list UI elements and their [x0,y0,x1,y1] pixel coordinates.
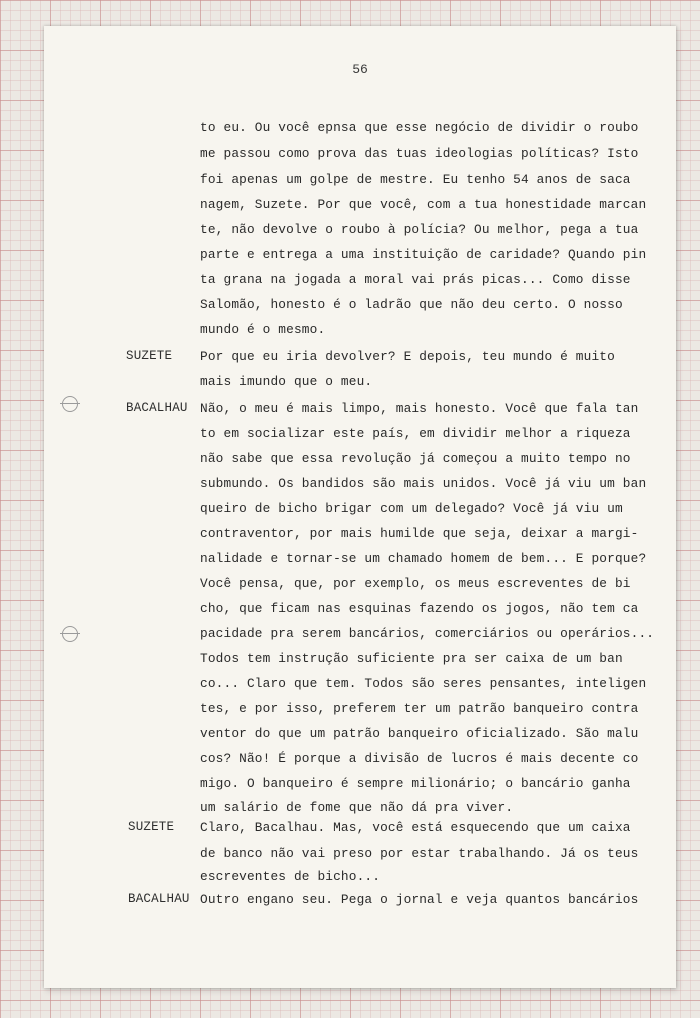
text-line: ventor do que um patrão banqueiro oficializado. São malu [200,726,639,741]
text-line: parte e entrega a uma instituição de caridade? Quando pin [200,247,647,262]
speaker-label-bacalhau: BACALHAU [128,892,190,906]
text-line: cos? Não! É porque a divisão de lucros é mais decente co [200,751,639,766]
text-line: Outro engano seu. Pega o jornal e veja quantos bancários [200,892,639,907]
text-line: tes, e por isso, preferem ter um patrão banqueiro contra [200,701,639,716]
speaker-label-suzete: SUZETE [128,820,175,834]
text-line: Claro, Bacalhau. Mas, você está esquecendo que um caixa [200,820,631,835]
page-number: 56 [352,62,368,77]
text-line: to eu. Ou você epnsa que esse negócio de dividir o roubo [200,120,639,135]
text-line: de banco não vai preso por estar trabalhando. Já os teus [200,846,639,861]
punch-hole-icon [62,396,78,412]
text-line: um salário de fome que não dá pra viver. [200,800,514,815]
text-line: Por que eu iria devolver? E depois, teu mundo é muito [200,349,615,364]
text-line: queiro de bicho brigar com um delegado? Você já viu um [200,501,623,516]
text-line: Não, o meu é mais limpo, mais honesto. Você que fala tan [200,401,639,416]
text-line: nagem, Suzete. Por que você, com a tua honestidade marcan [200,197,647,212]
text-line: to em socializar este país, em dividir melhor a riqueza [200,426,631,441]
speaker-label-suzete: SUZETE [126,349,173,363]
text-line: ta grana na jogada a moral vai prás picas... Como disse [200,272,631,287]
text-line: Você pensa, que, por exemplo, os meus escreventes de bi [200,576,631,591]
text-line: co... Claro que tem. Todos são seres pensantes, inteligen [200,676,647,691]
text-line: te, não devolve o roubo à polícia? Ou melhor, pega a tua [200,222,639,237]
text-line: migo. O banqueiro é sempre milionário; o bancário ganha [200,776,631,791]
text-line: me passou como prova das tuas ideologias políticas? Isto [200,146,639,161]
punch-hole-icon [62,626,78,642]
text-line: contraventor, por mais humilde que seja, deixar a margi- [200,526,639,541]
text-line: submundo. Os bandidos são mais unidos. Você já viu um ban [200,476,647,491]
text-line: Salomão, honesto é o ladrão que não deu certo. O nosso [200,297,623,312]
speaker-label-bacalhau: BACALHAU [126,401,188,415]
text-line: foi apenas um golpe de mestre. Eu tenho 54 anos de saca [200,172,631,187]
text-line: mais imundo que o meu. [200,374,373,389]
document-page [44,26,676,988]
text-line: escreventes de bicho... [200,869,381,884]
text-line: Todos tem instrução suficiente pra ser caixa de um ban [200,651,623,666]
text-line: mundo é o mesmo. [200,322,326,337]
text-line: pacidade pra serem bancários, comerciários ou operários... [200,626,655,641]
text-line: não sabe que essa revolução já começou a muito tempo no [200,451,631,466]
text-line: nalidade e tornar-se um chamado homem de bem... E porque? [200,551,647,566]
text-line: cho, que ficam nas esquinas fazendo os jogos, não tem ca [200,601,639,616]
